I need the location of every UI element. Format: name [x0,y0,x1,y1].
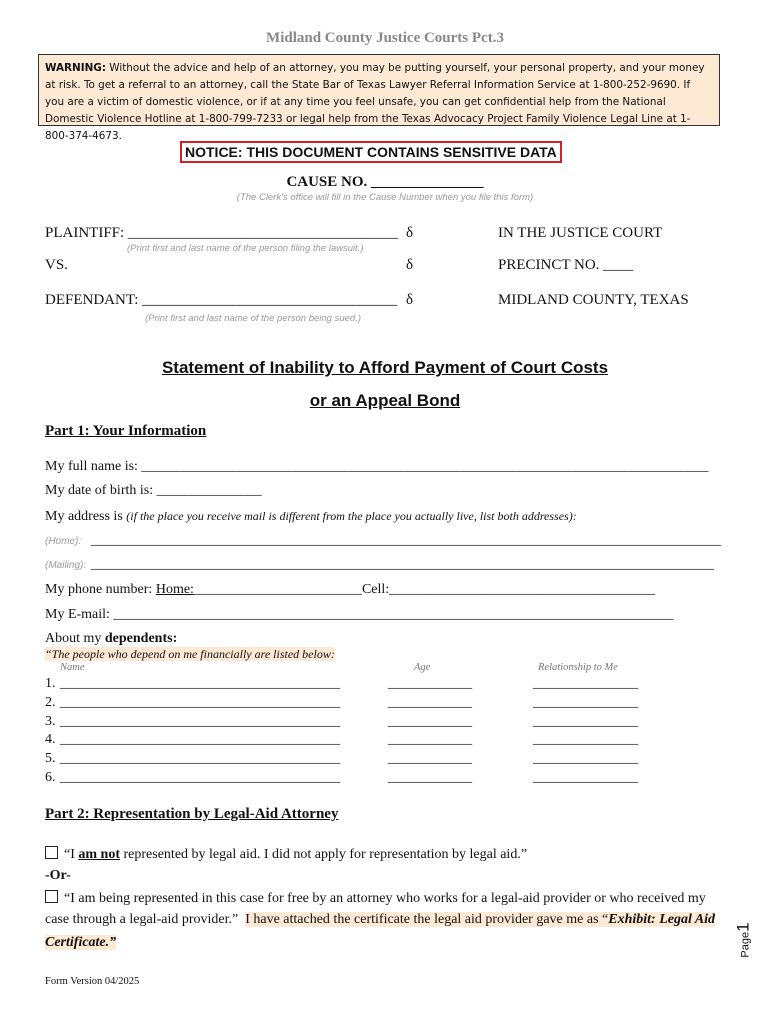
page-num: 1 [733,922,753,932]
col-relationship: Relationship to Me [538,662,618,673]
full-name-field[interactable]: My full name is: _________________________________________________________________________________ [45,459,709,474]
opt2-line1: “I am being represented in this case for free by an attorney who works for a legal-aid provider or who received my [64,891,706,906]
page-label: Page [739,931,752,958]
dependent-row-number: 3. [45,714,56,729]
dependent-relationship-field[interactable]: _______________ [533,770,638,785]
col-age: Age [414,662,431,673]
dependent-age-field[interactable]: ____________ [388,695,472,710]
dependent-name-field[interactable]: ________________________________________ [60,751,340,766]
dob-field[interactable]: My date of birth is: _______________ [45,483,262,498]
address-label [45,509,577,525]
delta-3: δ [406,292,414,308]
option-represented[interactable] [45,890,706,907]
dependents-heading [45,631,177,647]
defendant-field[interactable]: DEFENDANT: __________________________________ [45,292,398,308]
opt1-a: “I [64,847,79,862]
versus-label: VS. [45,257,68,273]
dependents-bold: dependents: [104,631,178,646]
dependent-row-number: 2. [45,695,56,710]
phone-cell-field[interactable]: ______________________________________ [389,582,656,597]
opt2-exhibit: Exhibit: Legal Aid [608,912,716,927]
form-version: Form Version 04/2025 [45,976,140,987]
page-number [734,922,754,957]
county-name: MIDLAND COUNTY, TEXAS [498,292,689,308]
defendant-hint: (Print first and last name of the person being sued.) [145,313,361,324]
col-name: Name [60,662,85,673]
form-title-line2: or an Appeal Bond [309,391,461,410]
opt1-am-not: am not [78,847,121,862]
opt2-highlight [245,912,715,927]
dependent-row-number: 4. [45,732,56,747]
email-field[interactable]: My E-mail: ________________________________________________________________________________ [45,607,674,622]
opt2-line3 [45,935,116,951]
dependent-row-number: 5. [45,751,56,766]
dependent-name-field[interactable]: ________________________________________ [60,714,340,729]
phone-label: My phone number: [45,582,156,597]
phone-home-field[interactable]: ________________________ [193,582,362,597]
plaintiff-field[interactable]: PLAINTIFF: ____________________________________ [45,225,398,241]
opt2-certificate: Certificate.” [45,935,117,950]
address-label-text: My address is [45,509,127,524]
plaintiff-hint: (Print first and last name of the person filing the lawsuit.) [127,243,364,254]
warning-box [38,54,720,142]
dependent-relationship-field[interactable]: _______________ [533,714,638,729]
sensitive-data-notice: NOTICE: THIS DOCUMENT CONTAINS SENSITIVE DATA [180,141,562,163]
dependent-age-field[interactable]: ____________ [388,714,472,729]
dependents-note [45,647,335,662]
phone-home-label: Home: [155,582,194,597]
home-address-field[interactable]: __________________________________________________________________________________________ [91,533,721,548]
dependent-relationship-field[interactable]: _______________ [533,732,638,747]
warning-label: WARNING: [45,62,106,74]
delta-2: δ [406,257,414,273]
dependent-relationship-field[interactable]: _______________ [533,676,638,691]
phone-cell-label: Cell: [361,582,390,597]
address-note: (if the place you receive mail is different from the place you actually live, list both addresses): [126,509,577,523]
opt2-line2a: case through a legal-aid provider.” [45,912,239,927]
delta-1: δ [406,225,414,241]
mailing-label: (Mailing): [45,560,87,571]
checkbox-not-represented[interactable] [45,846,58,859]
warning-text: Without the advice and help of an attorney, you may be putting yourself, your personal property, and your money at risk. To get a referral to an attorney, call the State Bar of Texas Lawyer Referral Information Service at 1-800-252-9690. If you are a victim of domestic violence, or if at any time you feel unsafe, you can get confidential help from the National Domestic Violence Hotline at 1-800-799-7233 or legal help from the Texas Advocacy Project Family Violence Legal Line at 1-800-374-4673. [45,62,705,142]
option-not-represented[interactable] [45,846,527,863]
dependent-age-field[interactable]: ____________ [388,751,472,766]
dependents-prefix: About my [45,631,105,646]
checkbox-represented[interactable] [45,890,58,903]
dependent-age-field[interactable]: ____________ [388,676,472,691]
dependent-name-field[interactable]: ________________________________________ [60,732,340,747]
opt2-line2b: I have attached the certificate the legal aid provider gave me as “ [245,912,609,927]
form-title-line1: Statement of Inability to Afford Payment of Court Costs [161,358,609,377]
precinct-field[interactable]: PRECINCT NO. ____ [498,257,634,273]
dependents-note-text: “The people who depend on me financially are listed below: [45,647,335,661]
or-label: -Or- [45,868,71,883]
phone-row [45,582,655,598]
dependent-row-number: 1. [45,676,56,691]
dependent-name-field[interactable]: ________________________________________ [60,676,340,691]
mailing-address-field[interactable]: _________________________________________________________________________________________ [91,557,714,572]
dependent-relationship-field[interactable]: _______________ [533,751,638,766]
dependent-relationship-field[interactable]: _______________ [533,695,638,710]
dependent-name-field[interactable]: ________________________________________ [60,695,340,710]
part2-heading: Part 2: Representation by Legal-Aid Attorney [45,806,339,822]
opt2-line2 [45,912,715,928]
dependent-age-field[interactable]: ____________ [388,770,472,785]
cause-hint: (The Clerk's office will fill in the Cause Number when you file this form) [236,192,534,203]
court-header: Midland County Justice Courts Pct.3 [266,30,504,46]
dependent-row-number: 6. [45,770,56,785]
cause-number[interactable]: CAUSE NO. _______________ [286,174,484,190]
opt1-c: represented by legal aid. I did not apply for representation by legal aid.” [120,847,528,862]
part1-heading: Part 1: Your Information [45,423,207,439]
home-label: (Home): [45,536,82,547]
dependent-name-field[interactable]: ________________________________________ [60,770,340,785]
court-name: IN THE JUSTICE COURT [498,225,663,241]
dependent-age-field[interactable]: ____________ [388,732,472,747]
